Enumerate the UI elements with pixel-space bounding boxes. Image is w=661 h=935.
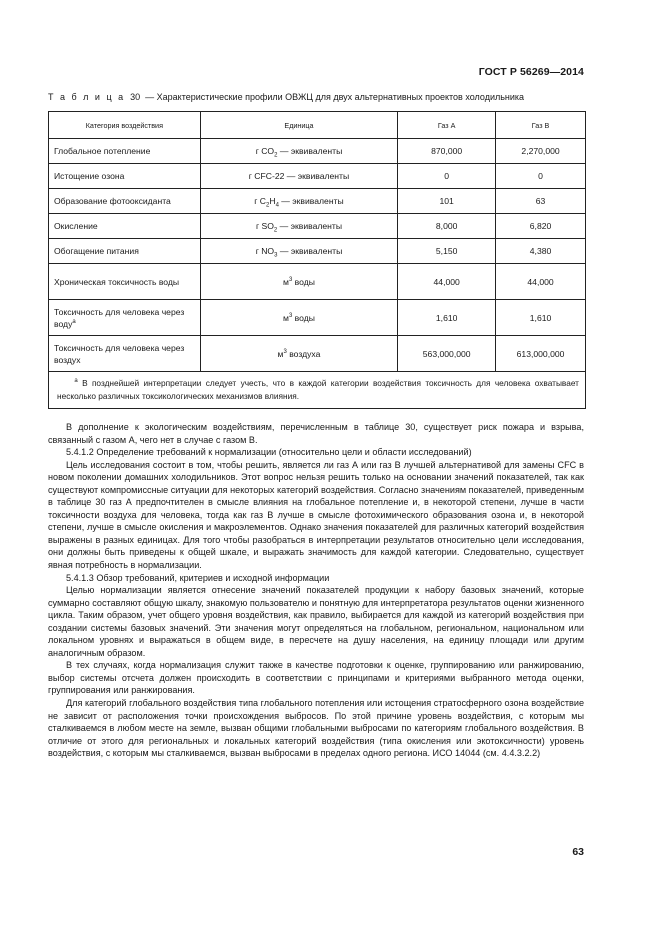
impact-category-cell [49, 189, 201, 214]
body-text [48, 421, 584, 760]
caption-text: — Характеристические профили ОВЖЦ для двух альтернативных проектов холодильника [145, 92, 525, 102]
gas-a-value: 101 [398, 189, 496, 214]
impact-category: Обогащение питания [54, 246, 139, 256]
gas-a-value: 44,000 [398, 264, 496, 300]
impact-category-cell [49, 139, 201, 164]
footnote-text: В позднейшей интерпретации следует учесть, что в каждой категории воздействия токсичность для человека охватывает несколько различных токсикологических механизмов влияния. [57, 378, 579, 401]
paragraph: Цель исследования состоит в том, чтобы решить, является ли газ А или газ В лучшей альтернативой для замены CFC в новом поколении домашних холодильников. Этот вопрос нельзя решить только на основании значений показателей, так как существуют компромиссные ситуации для некоторых категорий воздействия. Согласно значениям показателей, приведенным в таблице 30 газ А предпочтителен в смысле влияния на глобальное потепление и, в некоторой степени, лучше в части токсичности воздуха для человека, тогда как газ В лучше в смысле фотохимического образования озона и, в некоторой степени, лучше в смысле окисления и макроэлементов. Однако значения показателей для различных категорий воздействия выражены в разных единицах. Для того чтобы разобраться в интерпретации результатов относительно цели исследования, они должны быть приведены к общей шкале, и выражать значимость для каждой категории. Следовательно, существует явная потребность в нормализации. [48, 459, 584, 571]
unit-part: м [277, 348, 284, 359]
unit-part: г C [254, 196, 266, 206]
unit-cell [200, 189, 398, 214]
unit-part: 3 [288, 276, 293, 283]
table-row [49, 189, 586, 214]
unit-part: г CO [255, 146, 275, 156]
impact-category: Окисление [54, 221, 98, 231]
unit-part: — эквиваленты [277, 246, 343, 256]
paragraph: Целью нормализации является отнесение значений показателей продукции к набору базовых значений, которые суммарно составляют общую шкалу, знакомую пользователю и понятную для интерпретатора результатов оценки жизненного цикла. Таким образом, учет общего уровня воздействия, как правило, выбирается для каждой из категорий воздействия при создании системы базовых значений. Эти значения могут определяться на глобальном, региональном, национальном или локальном уровнях и выражаться в общем виде, в пересчете на душу населения, на единицу площади или другим аналогичным образом. [48, 585, 584, 658]
unit-part: 2 [274, 152, 278, 159]
unit-part: г SO [255, 221, 274, 231]
gas-a-value: 563,000,000 [398, 336, 496, 372]
gas-b-value: 4,380 [496, 239, 586, 264]
unit-part: 4 [275, 202, 279, 209]
gas-a-value: 5,150 [398, 239, 496, 264]
gas-a-value: 1,610 [398, 300, 496, 336]
table-row [49, 139, 586, 164]
standard-code: ГОСТ Р 56269—2014 [478, 66, 584, 78]
unit-part: 3 [274, 252, 278, 259]
impact-category: Истощение озона [54, 171, 125, 181]
column-header: Единица [200, 112, 398, 139]
gas-b-value: 1,610 [496, 300, 586, 336]
unit-part: г NO [255, 246, 275, 256]
impact-category: Образование фотооксиданта [54, 196, 171, 206]
table-footnote-row [49, 372, 586, 409]
impact-category-cell [49, 239, 201, 264]
impact-category: Токсичность для человека через воздух [54, 342, 185, 365]
unit-cell [200, 214, 398, 239]
gas-b-value: 613,000,000 [496, 336, 586, 372]
gas-b-value: 44,000 [496, 264, 586, 300]
gas-a-value: 0 [398, 164, 496, 189]
footnote-ref: a [72, 318, 76, 325]
gas-b-value: 6,820 [496, 214, 586, 239]
impact-category-cell [49, 300, 201, 336]
table-row [49, 164, 586, 189]
impact-category: Хроническая токсичность воды [54, 276, 180, 287]
table-caption [48, 92, 588, 102]
unit-part: м [283, 276, 289, 287]
section-heading: 5.4.1.3 Обзор требований, критериев и исходной информации [66, 572, 330, 583]
gas-b-value: 2,270,000 [496, 139, 586, 164]
unit-part: — эквиваленты [278, 196, 344, 206]
page-number: 63 [572, 846, 584, 858]
column-header: Газ В [496, 112, 586, 139]
unit-part: м [283, 312, 289, 323]
impact-category: Токсичность для человека через воду [54, 306, 185, 329]
impact-category-cell [49, 214, 201, 239]
unit-part: 3 [288, 312, 293, 319]
unit-cell [200, 264, 398, 300]
gas-b-value: 63 [496, 189, 586, 214]
table-row [49, 239, 586, 264]
unit-part: воды [292, 276, 315, 287]
impact-category-cell [49, 164, 201, 189]
table-footnote [49, 372, 586, 409]
table-row [49, 214, 586, 239]
unit-part: — эквиваленты [277, 221, 343, 231]
unit-part: воды [292, 312, 315, 323]
section-heading: 5.4.1.2 Определение требований к нормализации (относительно цели и области исследований) [66, 447, 472, 458]
impact-category: Глобальное потепление [54, 146, 151, 156]
unit-cell [200, 336, 398, 372]
table-row [49, 264, 586, 300]
unit-part: воздуха [286, 348, 321, 359]
unit-part: H [269, 196, 276, 206]
gas-a-value: 870,000 [398, 139, 496, 164]
paragraph: В тех случаях, когда нормализация служит также в качестве подготовки к оценке, группированию или ранжированию, выбор системы отсчета должен происходить в соответствии с принципами и критериями выбранного метода оценки, группирования или ранжирования. [48, 660, 584, 696]
column-header: Категория воздействия [49, 112, 201, 139]
table-row [49, 336, 586, 372]
unit-part: 3 [283, 348, 287, 355]
unit-cell [200, 239, 398, 264]
impact-category-cell [49, 336, 201, 372]
column-header: Газ А [398, 112, 496, 139]
table-header-row [49, 112, 586, 139]
gas-b-value: 0 [496, 164, 586, 189]
caption-label: Т а б л и ц а [48, 92, 126, 102]
unit-part: г CFC-22 — эквиваленты [248, 171, 350, 181]
footnote-mark: a [74, 378, 78, 385]
paragraph: В дополнение к экологическим воздействиям, перечисленным в таблице 30, существует риск пожара и взрыва, связанный с газом А, чего нет в случае с газом В. [48, 422, 584, 445]
paragraph: Для категорий глобального воздействия типа глобального потепления или истощения стратосферного озона воздействие не зависит от расположения точки происхождения выбросов. По этой причине уровень воздействия, с которым мы сталкиваемся в любом месте на земле, вызван общими глобальными выбросами по категориям глобального воздействия. В отличие от этого для региональных и локальных категорий воздействия (типа окисления или экотоксичности) уровень воздействия, с которым мы сталкиваемся, вызван выбросами в пределах одного региона. ИСО 14044 (см. 4.4.3.2.2) [48, 698, 584, 759]
unit-cell [200, 139, 398, 164]
gas-a-value: 8,000 [398, 214, 496, 239]
caption-number: 30 [130, 92, 141, 102]
impact-category-cell [49, 264, 201, 300]
unit-cell [200, 300, 398, 336]
table-row [49, 300, 586, 336]
lca-profile-table [48, 111, 586, 409]
unit-part: 2 [273, 227, 278, 234]
unit-cell [200, 164, 398, 189]
unit-part: — эквиваленты [277, 146, 343, 156]
unit-part: 2 [266, 202, 270, 209]
